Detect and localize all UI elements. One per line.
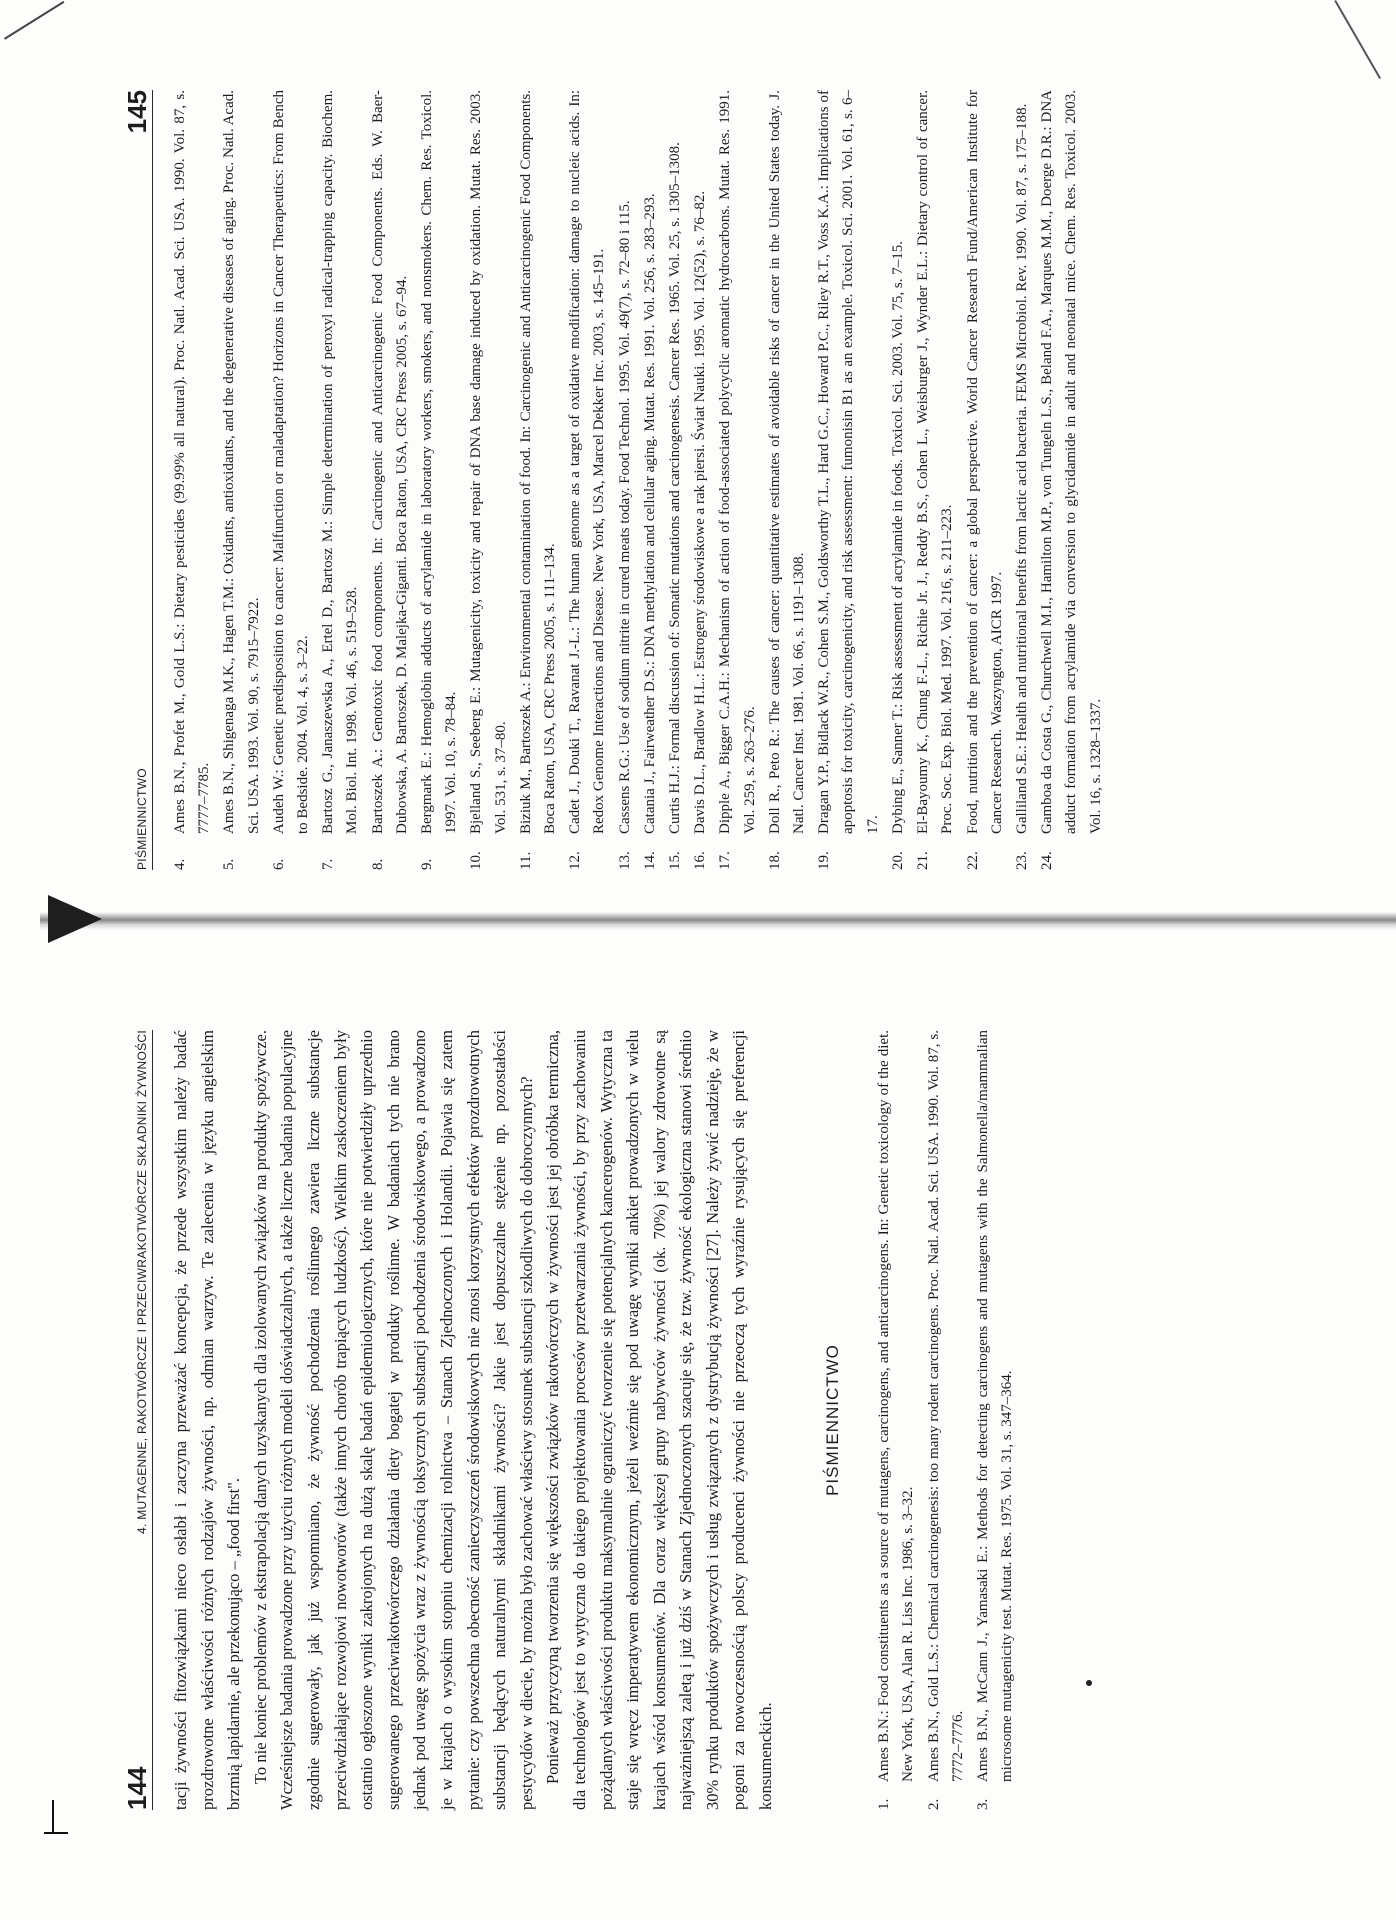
gutter-binding-mark	[48, 895, 102, 943]
paragraph: To nie koniec problemów z ekstrapolacją danych uzyskanych dla izolowanych związków na produkty spożywcze. Wcześniejsze badania prowadzone przy użyciu różnych modeli doświadczalnych, a także liczne badania populacyjne zgodnie sugerowały, jak już wspomniano, że żywność pochodzenia roślinnego zawiera liczne substancje przeciwdziałające rozwojowi nowotworów (także innych chorób trapiących ludzkość). Wielkim zaskoczeniem były ostatnio ogłoszone wyniki zakrojonych na dużą skalę badań epidemiologicznych, które nie potwierdziły uprzednio sugerowanego przeciwrakotwórczego działania diety bogatej w produkty roślinne. W badaniach tych nie brano jednak pod uwagę spożycia wraz z żywnością toksycznych substancji pochodzenia środowiskowego, a prowadzono je w krajach o wysokim stopniu chemizacji rolnictwa – Stanach Zjednoczonych i Holandii. Pojawia się zatem pytanie: czy powszechna obecność zanieczyszczeń środowiskowych nie znosi korzystnych efektów prozdrowotnych substancji będących naturalnymi składnikami żywności? Jakie jest dopuszczalne stężenie np. pozostałości pestycydów w diecie, by można było zachować właściwy stosunek substancji szkodliwych do dobroczynnych?	[250, 1030, 536, 1810]
reference-number: 19.	[816, 851, 833, 870]
reference-number: 22.	[964, 851, 981, 870]
paragraph: Ponieważ przyczyną tworzenia się większości związków rakotwórczych w żywności jest jej obróbka termiczna, dla technologów jest to wytyczna do takiego projektowania procesów przetwarzania żywności, by przy zachowaniu pożądanych właściwości produktu maksymalnie ograniczyć tworzenie się potencjalnych kancerogenów. Wytyczna ta staje się wręcz imperatywem ekonomicznym, jeżeli weźmie się pod uwagę wyniki ankiet prowadzonych w wielu krajach wśród konsumentów. Dla coraz większej grupy nabywców żywności (ok. 70%) jej walory zdrowotne są najważniejszą zaletą i już dziś w Stanach Zjednoczonych szacuje się, że tzw. żywność ekologiczna stanowi średnio 30% rynku produktów spożywczych i usług związanych z dystrybucją żywności [27]. Należy żywić nadzieję, że w pogoni za nowoczesnością polscy producenci żywności nie przeoczą tych wyraźnie rysujących się preferencji konsumenckich.	[543, 1030, 776, 1810]
reference-number: 23.	[1013, 851, 1030, 870]
reference-item	[713, 90, 761, 870]
reference-text: Ames B.N., McCann J., Yamasaki E.: Methods for detecting carcinogens and mutagens with the Salmonella/mammalian microsome mutagenicity test. Mutat. Res. 1975. Vol. 31, s. 347–364.	[975, 1030, 1016, 1782]
reference-item	[415, 90, 463, 870]
body-text	[168, 1030, 1020, 1810]
reference-item	[886, 90, 910, 870]
reference-item	[464, 90, 512, 870]
reference-number: 2.	[925, 1798, 942, 1810]
page-number: 144	[122, 1766, 152, 1810]
reference-number: 24.	[1039, 851, 1056, 870]
reference-text: Dipple A., Bigger C.A.H.: Mechanism of action of food-associated polycyclic aromatic hydrocarbons. Mutat. Res. 1991. Vol. 259, s. 263–276.	[717, 90, 758, 834]
reference-text: Audeh W.: Genetic predisposition to cancer: Malfunction or maladaptation? Horizons in Cancer Therapeutics: From Bench to Bedside. 2004. Vol. 4, s. 3–22.	[270, 90, 312, 834]
reference-item	[514, 90, 562, 870]
reference-number: 9.	[419, 858, 436, 870]
reference-number: 14.	[641, 851, 658, 870]
reference-text: Davis D.L., Bradlow H.L.: Estrogeny środowiskowe a rak piersi. Świat Nauki. 1995. Vol. 12(52), s. 76–82.	[692, 190, 709, 834]
reference-number: 10.	[468, 851, 485, 870]
page-145	[68, 80, 1328, 900]
scan-speck	[1086, 1680, 1092, 1686]
reference-item	[812, 90, 885, 870]
reference-item	[366, 90, 414, 870]
reference-number: 1.	[876, 1798, 893, 1810]
reference-number: 8.	[369, 858, 386, 870]
reference-item	[613, 90, 637, 870]
scan-corner-mark	[52, 1800, 54, 1834]
reference-item	[316, 90, 364, 870]
reference-text: Cadet J., Douki T., Ravanat J.-L.: The human genome as a target of oxidative modification: damage to nucleic acids. In: Redox Genome Interactions and Disease. New York, USA, Marcel Dekker Inc. 2003, s. 145–191.	[567, 90, 608, 834]
reference-number: 4.	[172, 858, 188, 870]
reference-item	[1035, 90, 1108, 870]
reference-text: Dybing E., Sanner T.: Risk assessment of acrylamide in foods. Toxicol. Sci. 2003. Vol. 75, s. 7–15.	[889, 241, 906, 834]
running-head	[118, 90, 153, 870]
reference-item	[763, 90, 811, 870]
reference-text: Ames B.N., Profet M., Gold L.S.: Dietary pesticides (99.99% all natural). Proc. Natl. Acad. Sci. USA. 1990. Vol. 87, s. 7777–7785.	[172, 90, 213, 834]
reference-list	[872, 1030, 1019, 1810]
reference-item	[961, 90, 1009, 870]
page-144	[68, 1020, 1328, 1840]
reference-list	[168, 90, 1109, 870]
reference-text: Bjelland S., Seeberg E.: Mutagenicity, toxicity and repair of DNA base damage induced by oxidation. Mutat. Res. 2003. Vol. 531, s. 37–80.	[468, 90, 509, 834]
reference-number: 12.	[567, 851, 584, 870]
section-running-title: PIŚMIENNICTWO	[135, 768, 149, 870]
reference-text: Cassens R.G.: Use of sodium nitrite in cured meats today. Food Technol. 1995. Vol. 49(7), s. 72–80 i 115.	[616, 200, 633, 834]
reference-text: Ames B.N., Shigenaga M.K., Hagen T.M.: Oxidants, antioxidants, and the degenerative diseases of aging. Proc. Natl. Acad. Sci. USA. 1993. Vol. 90, s. 7915–7922.	[221, 90, 262, 834]
page-number: 145	[122, 90, 152, 134]
section-title: PIŚMIENNICTWO	[822, 1344, 842, 1496]
reference-number: 5.	[221, 858, 238, 870]
book-gutter-shadow	[40, 912, 1396, 930]
reference-number: 16.	[692, 851, 709, 870]
reference-item	[1010, 90, 1034, 870]
reference-item	[971, 1030, 1019, 1810]
reference-text: Ames B.N., Gold L.S.: Chemical carcinogenesis: too many rodent carcinogens. Proc. Natl. Acad. Sci. USA. 1990. Vol. 87, s. 7772–7776.	[925, 1030, 966, 1782]
reference-item	[168, 90, 216, 870]
reference-item	[872, 1030, 920, 1810]
scan-corner-line	[1334, 0, 1381, 79]
running-head	[118, 1030, 153, 1810]
reference-text: Bartosz G., Janaszewska A., Ertel D., Bartosz M.: Simple determination of peroxyl radical-trapping capacity. Biochem. Mol. Biol. Int. 1998. Vol. 46, s. 519–528.	[320, 90, 361, 834]
reference-text: Galliland S.E.: Health and nutritional benefits from lactic acid bacteria. FEMS Microbiol. Rev. 1990. Vol. 87, s. 175–188.	[1013, 103, 1030, 834]
reference-text: Dragan Y.P., Bidlack W.R., Cohen S.M., Goldsworthy T.L., Hard G.C., Howard P.C., Riley R.T., Voss K.A.: Implications of apoptosis for toxicity, carcinogenicity, and risk assessment: fumonisin B1 as an example. Toxicol. Sci. 2001. Vol. 61, s. 6–17.	[816, 90, 881, 834]
reference-item	[663, 90, 687, 870]
reference-text: Curtis H.J.: Formal discussion of: Somatic mutations and carcinogenesis. Cancer Res. 1965. Vol. 25, s. 1305–1308.	[667, 142, 684, 834]
reference-number: 18.	[766, 851, 783, 870]
reference-item	[217, 90, 265, 870]
reference-number: 7.	[320, 858, 337, 870]
reference-item	[688, 90, 712, 870]
reference-number: 17.	[717, 851, 734, 870]
reference-number: 6.	[270, 858, 287, 870]
reference-text: Biziuk M., Bartoszek A.: Environmental contamination of food. In: Carcinogenic and Anticarcinogenic Food Components. Boca Raton, USA, CRC Press 2005, s. 111–134.	[517, 90, 559, 834]
reference-text: Gamboa da Costa G., Churchwell M.I., Hamilton M.P., von Tungeln L.S., Beland F.A., Marques M.M., Doerge D.R.: DNA adduct formation from acrylamide via conversion to glycidamide in adult and neonatal mice. Chem. Res. Toxicol. 2003. Vol. 16, s. 1328–1337.	[1039, 90, 1104, 834]
reference-item	[922, 1030, 970, 1810]
reference-item	[563, 90, 611, 870]
reference-item	[267, 90, 315, 870]
reference-text: Bartoszek A.: Genotoxic food components. In: Carcinogenic and Anticarcinogenic Food Components. Eds. W. Baer-Dubowska, A. Bartoszek, D. Malejka-Giganti. Boca Raton, USA, CRC Press 2005, s. 67–94.	[369, 90, 410, 834]
reference-text: Catania J., Fairweather D.S.: DNA methylation and cellular aging. Mutat. Res. 1991. Vol. 256, s. 283–293.	[641, 193, 658, 834]
reference-item	[638, 90, 662, 870]
reference-text: Ames B.N.: Food constituents as a source of mutagens, carcinogens, and anticarcinogens. In: Genetic toxicology of the diet. New York, USA, Alan R. Liss Inc. 1986, s. 3–32.	[876, 1030, 917, 1782]
reference-item	[911, 90, 959, 870]
reference-text: Doll R., Peto R.: The causes of cancer: quantitative estimates of avoidable risks of cancer in the United States today. J. Natl. Cancer Inst. 1981. Vol. 66, s. 1191–1308.	[766, 90, 808, 834]
reference-text: El-Bayoumy K., Chung F.-L., Richie Jr. J., Reddy B.S., Cohen L., Weisburger J., Wynder E.L.: Dietary control of cancer. Proc. Soc. Exp. Biol. Med. 1997. Vol. 216, s. 211–223.	[915, 90, 956, 834]
reference-number: 3.	[975, 1798, 992, 1810]
reference-text: Bergmark E.: Hemoglobin adducts of acrylamide in laboratory workers, smokers, and nonsmokers. Chem. Res. Toxicol. 1997. Vol. 10, s. 78–84.	[419, 90, 460, 834]
reference-text: Food, nutrition and the prevention of cancer: a global perspective. World Cancer Research Fund/American Institute for Cancer Research. Waszyngton, AICR 1997.	[964, 90, 1005, 834]
scan-corner-mark	[44, 1832, 68, 1834]
paragraph: tacji żywności fitozwiązkami nieco osłabł i zaczyna przeważać koncepcja, że przede wszystkim należy badać prozdrowotne właściwości różnych rodzajów żywności, np. odmian warzyw. Te zalecenia w języku angielskim brzmią lapidarnie, ale przekonująco – „food first".	[171, 1030, 244, 1810]
chapter-title: 4. MUTAGENNE, RAKOTWÓRCZE I PRZECIWRAKOTWÓRCZE SKŁADNIKI ŻYWNOŚCI	[135, 1030, 149, 1534]
reference-number: 15.	[667, 851, 684, 870]
reference-number: 20.	[889, 851, 906, 870]
reference-number: 11.	[517, 851, 534, 870]
scan-corner-line	[4, 1, 64, 40]
book-spread	[68, 60, 1328, 1860]
reference-number: 21.	[915, 851, 932, 870]
reference-number: 13.	[616, 851, 633, 870]
